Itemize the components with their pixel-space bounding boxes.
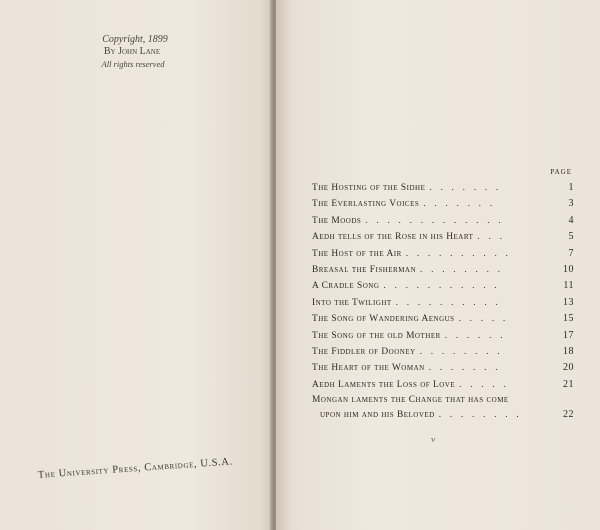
toc-leader-dots: . . . . . . . . (438, 410, 522, 421)
copyright-block (80, 34, 180, 70)
toc-page-number: 10 (563, 263, 574, 275)
toc-entry-title: The Song of the old Mother (312, 330, 441, 341)
toc-entry (312, 409, 574, 425)
toc-entry-title: The Host of the Air (312, 248, 402, 259)
toc-entry-title: The Fiddler of Dooney (312, 346, 416, 357)
toc-leader-dots: . . . . . . . . (420, 264, 504, 275)
toc-page-number: 3 (568, 198, 574, 210)
toc-leader-dots: . . . . . (458, 314, 509, 325)
table-of-contents (312, 168, 574, 425)
toc-entry (312, 264, 574, 280)
page-folio: v (431, 434, 436, 444)
left-page (0, 0, 272, 530)
toc-page-number: 15 (563, 313, 574, 325)
toc-page-number: 17 (563, 329, 574, 341)
toc-page-number: 7 (568, 247, 574, 259)
page-column-header: PAGE (550, 168, 572, 176)
toc-entry (312, 379, 574, 395)
toc-entry (312, 248, 574, 264)
toc-entry (312, 231, 574, 247)
rights-line: All rights reserved (101, 59, 165, 69)
toc-page-number: 11 (563, 280, 574, 292)
toc-entry-title: Breasal the Fisherman (312, 264, 417, 275)
toc-entry-title: The Heart of the Woman (312, 363, 425, 374)
toc-leader-dots: . . . . . . . (428, 363, 501, 374)
toc-leader-dots: . . . . . . (444, 330, 506, 341)
toc-entry (312, 297, 574, 313)
toc-entry-title-continued: upon him and his Beloved (320, 410, 435, 421)
toc-entry-title: Aedh Laments the Loss of Love (312, 379, 456, 390)
toc-entry (312, 395, 574, 409)
toc-entry (312, 313, 574, 329)
toc-entry (312, 182, 574, 198)
toc-leader-dots: . . . . . . . . . . . . . (365, 215, 504, 226)
publisher-line: By John Lane (103, 46, 161, 57)
toc-page-number: 4 (568, 214, 574, 226)
copyright-line: Copyright, 1899 (102, 34, 168, 45)
toc-leader-dots: . . . (477, 232, 506, 243)
toc-entry-title: Aedh tells of the Rose in his Heart (312, 232, 474, 243)
toc-entry (312, 215, 574, 231)
toc-entry-title: The Song of Wandering Aengus (312, 314, 455, 325)
printer-imprint: The University Press, Cambridge, U.S.A. (37, 456, 234, 481)
toc-leader-dots: . . . . . . . . (419, 346, 503, 357)
toc-entry-title: A Cradle Song (312, 281, 380, 292)
toc-entry (312, 362, 574, 378)
toc-entry (312, 346, 574, 362)
toc-leader-dots: . . . . . . . . . . (405, 248, 512, 259)
toc-page-number: 21 (563, 378, 574, 390)
toc-entry-title: The Hosting of the Sidhe (312, 183, 426, 193)
toc-page-number: 18 (563, 345, 574, 357)
toc-page-number: 22 (563, 409, 574, 421)
toc-entries (312, 182, 574, 395)
toc-leader-dots: . . . . . . . (429, 183, 502, 193)
toc-page-number: 13 (563, 296, 574, 308)
toc-leader-dots: . . . . . . . . . . . (383, 281, 500, 292)
toc-entry-title: The Everlasting Voices (312, 199, 420, 210)
toc-page-number: 1 (568, 182, 574, 193)
toc-leader-dots: . . . . . (459, 379, 510, 390)
toc-page-number: 20 (563, 362, 574, 374)
toc-entry (312, 198, 574, 214)
toc-entry-title: Mongan laments the Change that has come (312, 395, 509, 406)
toc-leader-dots: . . . . . . . (423, 199, 496, 210)
toc-leader-dots: . . . . . . . . . . (395, 297, 502, 308)
toc-entry (312, 330, 574, 346)
toc-entry (312, 280, 574, 296)
toc-entry-title: Into the Twilight (312, 297, 392, 308)
toc-page-number: 5 (568, 231, 574, 243)
toc-entry-title: The Moods (312, 215, 362, 226)
